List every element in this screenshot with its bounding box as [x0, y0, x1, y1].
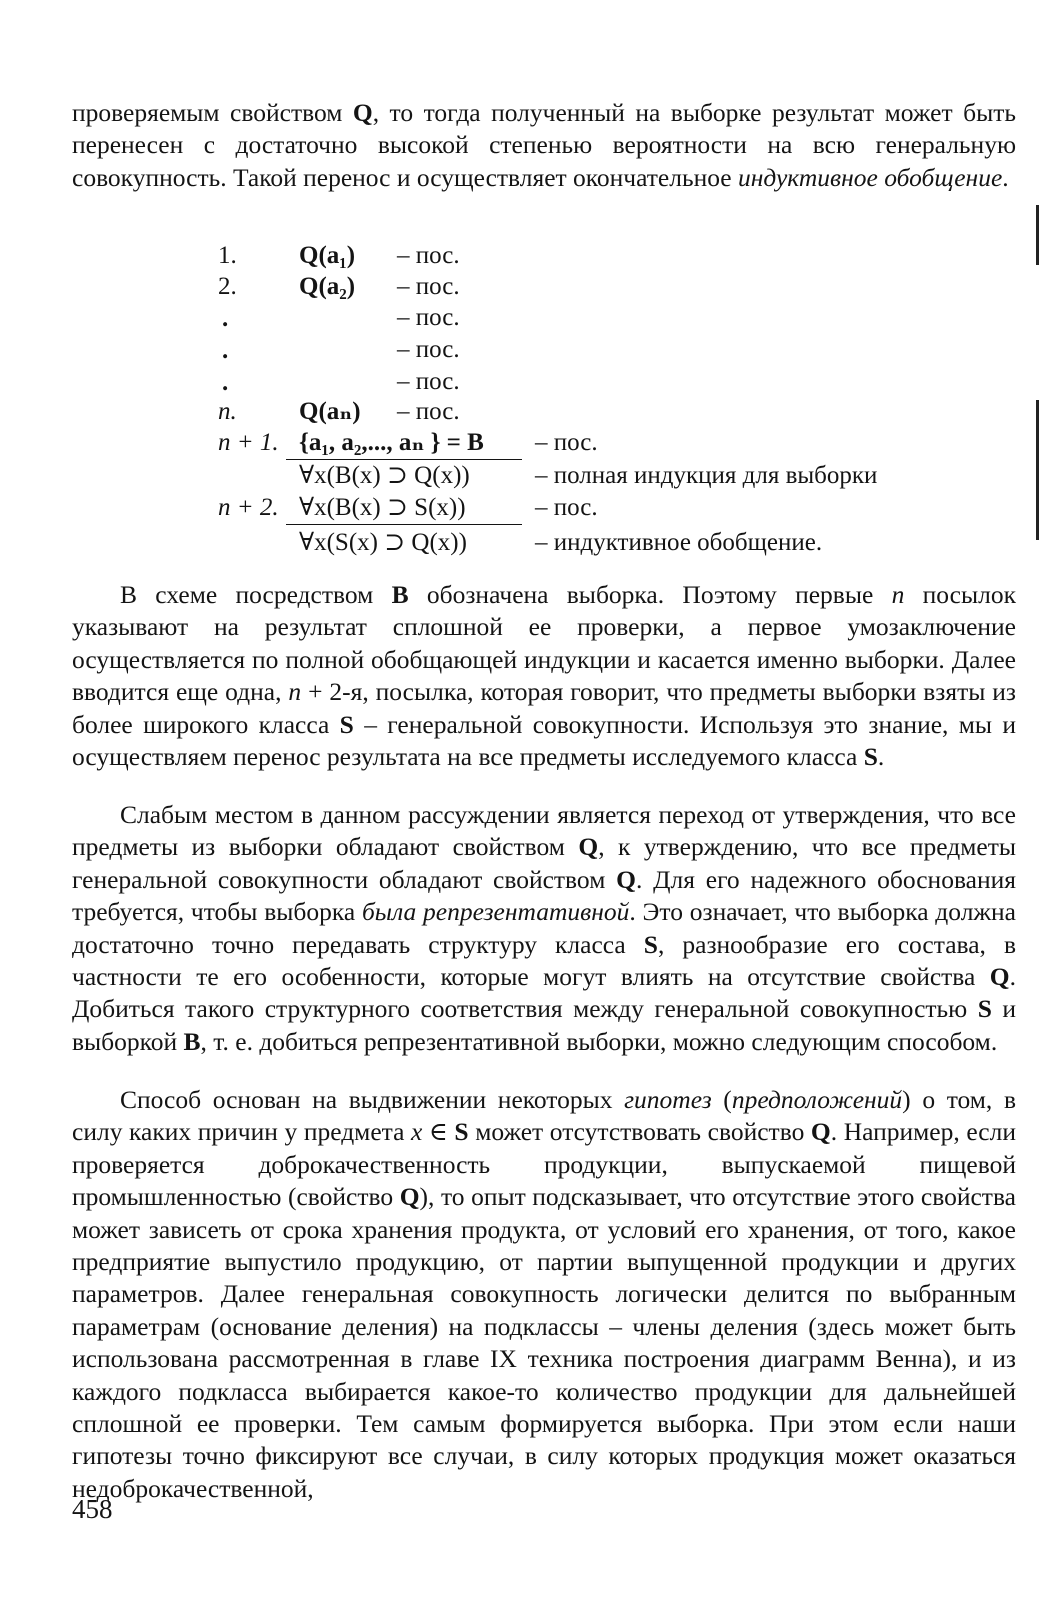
paragraph-intro: проверяемым свойством Q, то тогда полученный на выборке результат может быть перенесен с достаточно высокой степенью вероятности на всю генеральную совокупность. Такой перенос и осуществляет окончательное индуктивное обобщение. [72, 98, 1017, 192]
paragraph-scheme-explanation: В схеме посредством B обозначена выборка. Поэтому первые n посылок указывают на результат сплошной ее проверки, а первое умозаключение осуществляется по полной обобщающей индукции и касается именно выборки. Далее вводится еще одна, n + 2-я, посылка, которая говорит, что предметы выборки взяты из более широкого класса S – генеральной совокупности. Используя это знание, мы и осуществляем перенос результата на все предметы исследуемого класса S. [72, 580, 1016, 772]
scheme-note-4: – пос. [397, 336, 460, 363]
scheme-formula-1: Q(a₁) [299, 242, 356, 269]
inference-line-1 [286, 459, 522, 460]
scheme-formula-n2: ∀x(B(x) ⊃ S(x)) [299, 494, 466, 521]
scan-edge-mark [1036, 400, 1039, 540]
paragraph-method: Способ основан на выдвижении некоторых гипотез (предположений) о том, в силу каких причин у предмета x ∈ S может отсутствовать свойство Q. Например, если проверяется доброкачественность продукции, выпускаемой пищевой промышленностью (свойство Q), то опыт подсказывает, что отсутствие этого свойства может зависеть от срока хранения продукта, от условий его хранения, от того, какое предприятие выпустило продукцию, от партии выпущенной продукции и других параметров. Далее генеральная совокупность логически делится по выбранным параметрам (основание деления) на подклассы – члены деления (здесь может быть использована рассмотренная в главе IX техника построения диаграмм Венна), и из каждого подкласса выбирается какое-то количество продукции для дальнейшей сплошной ее проверки. Тем самым формируется выборка. При этом если наши гипотезы точно фиксируют все случаи, в силу которых продукция может оказаться недоброкачественной, [72, 1085, 1016, 1503]
scheme-note-1: – пос. [397, 242, 460, 269]
scheme-num-n1: n + 1. [218, 429, 279, 456]
scheme-ellipsis-dot: . [222, 305, 229, 332]
scheme-note-3: – пос. [397, 304, 460, 331]
scheme-note-5: – пос. [397, 368, 460, 395]
scheme-conclusion-2-note: – индуктивное обобщение. [535, 529, 823, 556]
scheme-ellipsis-dot: . [222, 337, 229, 364]
scheme-num-2: 2. [218, 273, 237, 300]
scan-edge-mark [1036, 205, 1039, 265]
scheme-conclusion-1-note: – полная индукция для выборки [535, 462, 878, 489]
scheme-conclusion-1: ∀x(B(x) ⊃ Q(x)) [299, 462, 470, 489]
page-number: 458 [72, 1494, 113, 1524]
scheme-formula-2: Q(a₂) [299, 273, 356, 300]
scheme-num-n2: n + 2. [218, 494, 279, 521]
paragraph-weak-point: Слабым местом в данном рассуждении является переход от утверждения, что все предметы из выборки обладают свойством Q, к утверждению, что все предметы генеральной совокупности обладают свойством Q. Для его надежного обоснования требуется, чтобы выборка была репрезентативной. Это означает, что выборка должна достаточно точно передавать структуру класса S, разнообразие его состава, в частности те его особенности, которые могут влиять на отсутствие свойства Q. Добиться такого структурного соответствия между генеральной совокупностью S и выборкой B, т. е. добиться репрезентативной выборки, можно следующим способом. [72, 800, 1017, 1056]
scheme-formula-n1: {a₁, a₂,..., aₙ } = B [299, 429, 484, 456]
inference-scheme [0, 0, 1060, 600]
scheme-note-2: – пос. [397, 273, 460, 300]
scheme-conclusion-2: ∀x(S(x) ⊃ Q(x)) [299, 529, 467, 556]
inference-line-2 [286, 524, 522, 525]
scheme-note-n2: – пос. [535, 494, 598, 521]
scheme-note-n1: – пос. [535, 429, 598, 456]
scheme-ellipsis-dot: . [222, 369, 229, 396]
scheme-note-n: – пос. [397, 398, 460, 425]
scheme-num-n: n. [218, 398, 237, 425]
scheme-num-1: 1. [218, 242, 237, 269]
scheme-formula-n: Q(aₙ) [299, 398, 361, 425]
